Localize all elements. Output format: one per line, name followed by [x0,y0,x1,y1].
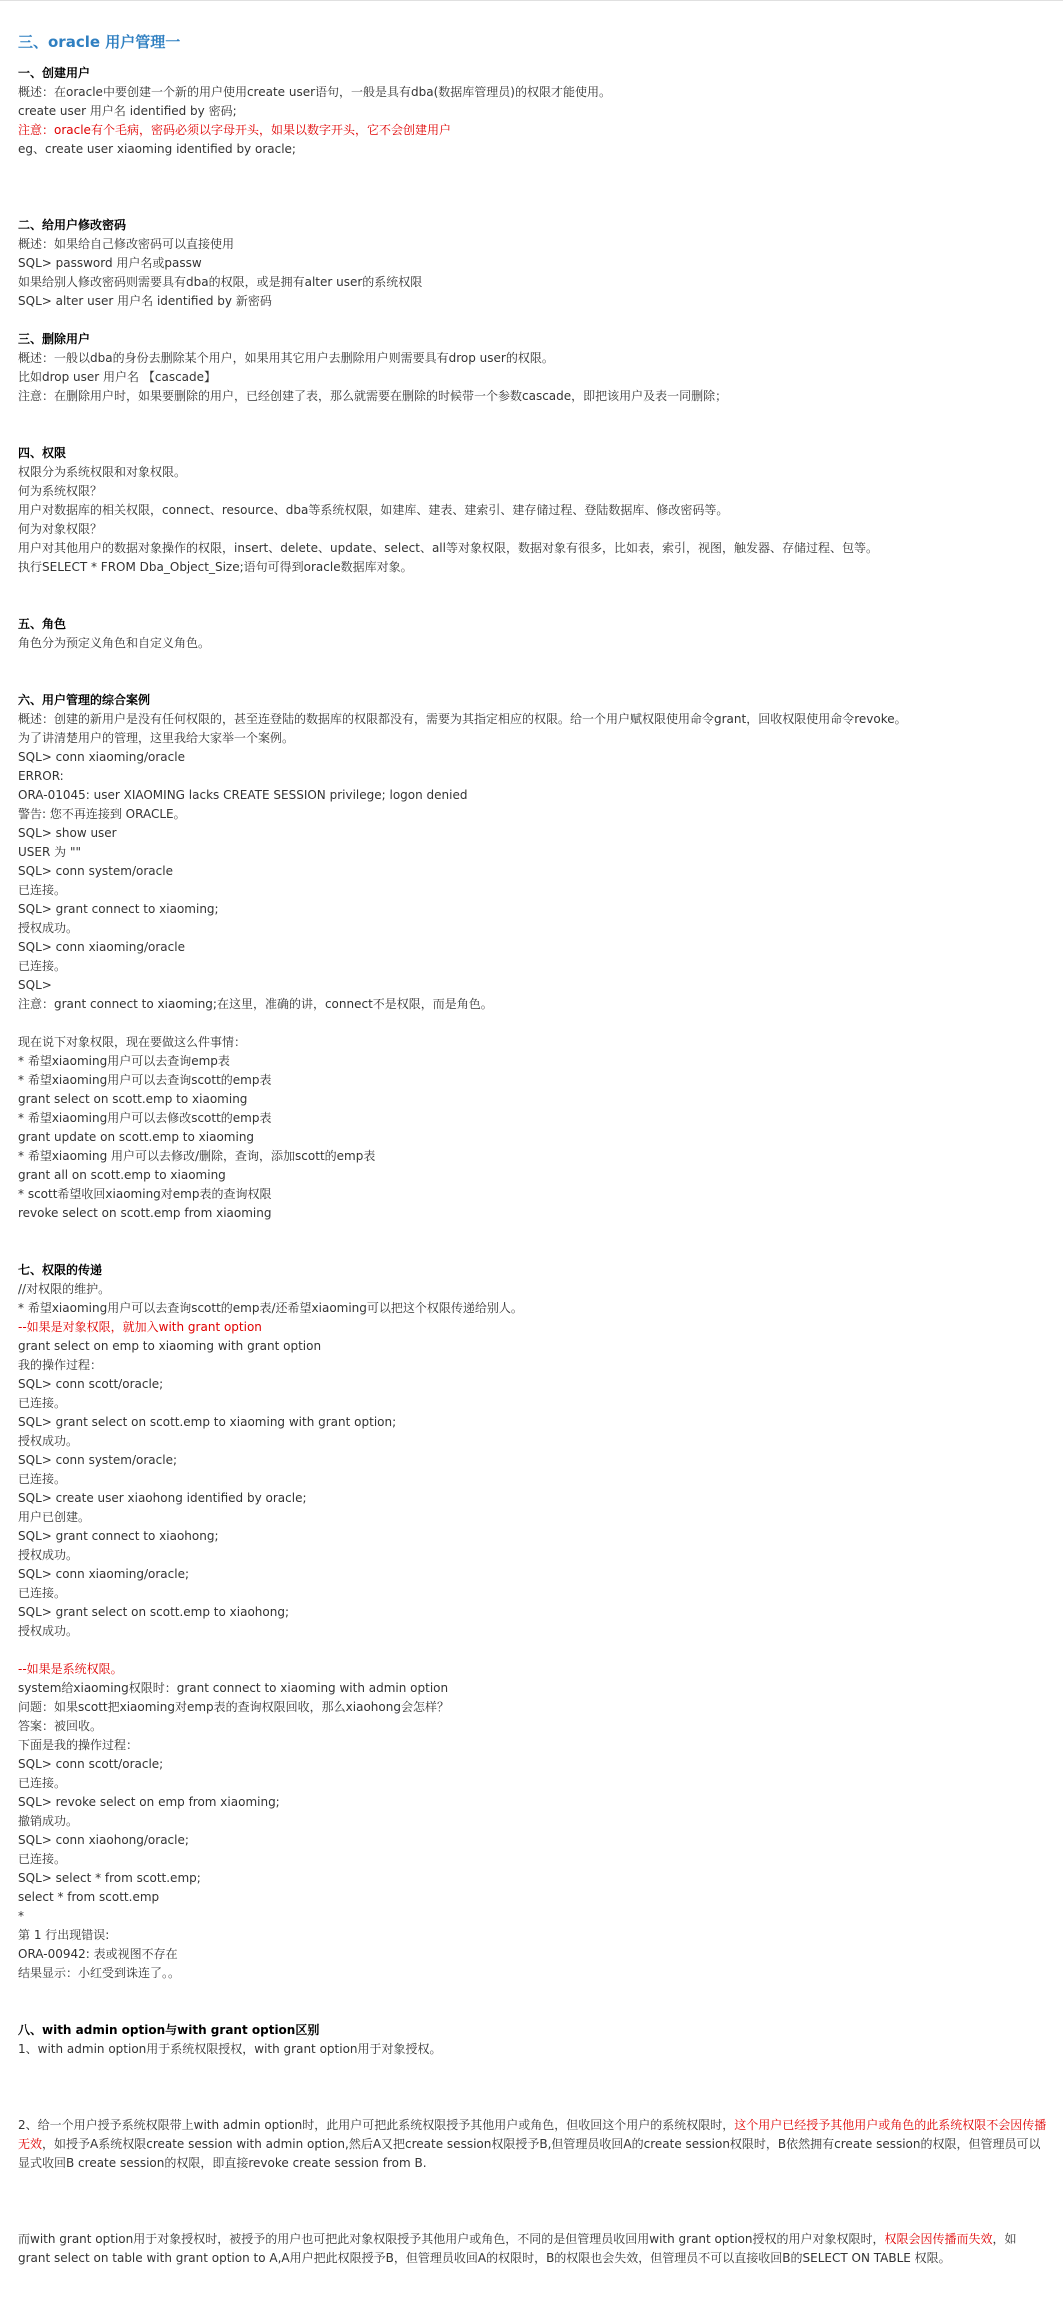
text-line: * 希望xiaoming用户可以去查询scott的emp表/还希望xiaoming可以把这个权限传递给别人。 [18,1301,523,1315]
section-privilege-grant [18,1261,1048,1983]
section-heading: 五、角色 [18,617,67,631]
text-line: * 希望xiaoming用户可以去查询scott的emp表 [18,1073,272,1087]
text-line: 1、with admin option用于系统权限授权，with grant option用于对象授权。 [18,2042,442,2056]
text-line: 何为系统权限？ [18,484,103,498]
highlighted-text: 权限会因传播而失效 [884,2232,993,2246]
paragraph-text: ，如授予A系统权限create session with admin option,然后A又把create session权限授予B,但管理员收回A的create session权限时，B依然拥有create session的权限，但管理员可以显式收回B create session的权限，即直接revoke create session from B. [18,2137,1041,2170]
paragraph-text: ，如grant select on table with grant option to A,A用户把此权限授予B，但管理员收回A的权限时，B的权限也会失效，但管理员不可以直接收回B的SELECT ON TABLE 权限。 [18,2232,1017,2265]
paragraph-grant-option [18,2230,1048,2268]
text-line: 概述：如果给自己修改密码可以直接使用 [18,237,235,251]
text-line: 结果显示：小红受到诛连了。。 [18,1966,181,1980]
text-line: 比如drop user 用户名 【cascade】 [18,370,217,384]
text-line: 我的操作过程： [18,1358,103,1372]
code-line: ORA-00942: 表或视图不存在 [18,1947,178,1961]
text-line: 概述：在oracle中要创建一个新的用户使用create user语句，一般是具有dba(数据库管理员)的权限才能使用。 [18,85,611,99]
text-line: SQL> password 用户名或passw [18,256,202,270]
section-heading: 一、创建用户 [18,66,91,80]
code-line: SQL> conn xiaohong/oracle; [18,1833,189,1847]
code-line: 撤销成功。 [18,1814,79,1828]
text-line: SQL> alter user 用户名 identified by 新密码 [18,294,272,308]
text-line: 现在说下对象权限，现在要做这么件事情： [18,1035,247,1049]
text-line: 执行SELECT * FROM Dba_Object_Size;语句可得到oracle数据库对象。 [18,560,413,574]
code-line: SQL> grant connect to xiaoming; [18,902,219,916]
text-line: * 希望xiaoming用户可以去查询emp表 [18,1054,230,1068]
code-line: grant all on scott.emp to xiaoming [18,1168,226,1182]
code-line: SQL> revoke select on emp from xiaoming; [18,1795,280,1809]
text-line: 注意：在删除用户时，如果要删除的用户，已经创建了表，那么就需要在删除的时候带一个参数cascade，即把该用户及表一同删除； [18,389,728,403]
code-line: SQL> conn xiaoming/oracle; [18,1567,189,1581]
highlighted-text: 这个用户已经授予其他用户或角色的此系统权限不会因传播无效 [18,2118,1047,2151]
code-line: 用户已创建。 [18,1510,91,1524]
text-line: 用户对数据库的相关权限，connect、resource、dba等系统权限，如建库、建表、建索引、建存储过程、登陆数据库、修改密码等。 [18,503,729,517]
section-heading: 八、with admin option与with grant option区别 [18,2023,320,2037]
code-line: SQL> conn xiaoming/oracle [18,940,185,954]
code-line: SQL> create user xiaohong identified by oracle; [18,1491,307,1505]
code-line: SQL> conn xiaoming/oracle [18,750,185,764]
code-line: 授权成功。 [18,1624,79,1638]
text-line: 如果给别人修改密码则需要具有dba的权限，或是拥有alter user的系统权限 [18,275,423,289]
section-heading: 二、给用户修改密码 [18,218,127,232]
code-line: SQL> conn system/oracle [18,864,173,878]
code-line: 授权成功。 [18,1434,79,1448]
section-user-case [18,691,1048,1223]
warning-line: 注意：oracle有个毛病，密码必须以字母开头，如果以数字开头，它不会创建用户 [18,123,451,137]
paragraph-text: 而with grant option用于对象授权时，被授予的用户也可把此对象权限授予其他用户或角色，不同的是但管理员收回用with grant option授权的用户对象权限时， [18,2232,885,2246]
example-line: eg、create user xiaoming identified by oracle; [18,142,296,156]
text-line: * 希望xiaoming用户可以去修改scott的emp表 [18,1111,272,1125]
code-line: ORA-01045: user XIAOMING lacks CREATE SESSION privilege; logon denied [18,788,468,802]
code-line: 已连接。 [18,1776,67,1790]
section-roles [18,615,1048,653]
code-line: SQL> show user [18,826,117,840]
code-line: SQL> conn scott/oracle; [18,1757,164,1771]
code-line: 授权成功。 [18,1548,79,1562]
code-line: revoke select on scott.emp from xiaoming [18,1206,272,1220]
code-line: SQL> [18,978,52,992]
code-line: SQL> conn scott/oracle; [18,1377,164,1391]
code-line: SQL> grant select on scott.emp to xiaohong; [18,1605,290,1619]
code-line: 已连接。 [18,959,67,973]
code-line: 授权成功。 [18,921,79,935]
text-line: 答案：被回收。 [18,1719,103,1733]
section-admin-vs-grant-option [18,2021,1048,2268]
section-change-password [18,216,1048,311]
text-line: 为了讲清楚用户的管理，这里我给大家举一个案例。 [18,731,295,745]
code-line: 已连接。 [18,1852,67,1866]
text-line: 角色分为预定义角色和自定义角色。 [18,636,211,650]
section-privileges [18,444,1048,577]
text-line: system给xiaoming权限时：grant connect to xiaoming with admin option [18,1681,449,1695]
code-line: grant select on scott.emp to xiaoming [18,1092,248,1106]
code-line: 已连接。 [18,1586,67,1600]
code-line: 第 1 行出现错误: [18,1928,110,1942]
code-line: SQL> conn system/oracle; [18,1453,177,1467]
code-line: 已连接。 [18,883,67,897]
text-line: create user 用户名 identified by 密码; [18,104,237,118]
text-line: 概述：创建的新用户是没有任何权限的，甚至连登陆的数据库的权限都没有，需要为其指定相应的权限。给一个用户赋权限使用命令grant，回收权限使用命令revoke。 [18,712,907,726]
section-heading: 六、用户管理的综合案例 [18,693,151,707]
warning-line: --如果是对象权限，就加入with grant option [18,1320,262,1334]
code-line: ERROR: [18,769,64,783]
code-line: grant update on scott.emp to xiaoming [18,1130,255,1144]
code-line: USER 为 "" [18,845,81,859]
page-title: 三、oracle 用户管理一 [18,33,181,51]
code-line: 已连接。 [18,1472,67,1486]
text-line: 用户对其他用户的数据对象操作的权限，insert、delete、update、select、all等对象权限，数据对象有很多，比如表，索引，视图，触发器、存储过程、包等。 [18,541,878,555]
code-line: select * from scott.emp [18,1890,160,1904]
paragraph-admin-option [18,2116,1048,2173]
text-line: 下面是我的操作过程： [18,1738,139,1752]
text-line: //对权限的维护。 [18,1282,111,1296]
code-line: SQL> grant select on scott.emp to xiaoming with grant option; [18,1415,397,1429]
code-line: 警告: 您不再连接到 ORACLE。 [18,807,186,821]
text-line: * scott希望收回xiaoming对emp表的查询权限 [18,1187,272,1201]
warning-line: --如果是系统权限。 [18,1662,123,1676]
text-line: 何为对象权限？ [18,522,103,536]
top-divider [0,0,1063,1]
section-heading: 七、权限的传递 [18,1263,103,1277]
section-heading: 四、权限 [18,446,67,460]
section-drop-user [18,330,1048,406]
text-line: 概述：一般以dba的身份去删除某个用户，如果用其它用户去删除用户则需要具有drop user的权限。 [18,351,554,365]
text-line: 权限分为系统权限和对象权限。 [18,465,187,479]
text-line: 问题：如果scott把xiaoming对emp表的查询权限回收，那么xiaohong会怎样？ [18,1700,449,1714]
text-line: * 希望xiaoming 用户可以去修改/删除，查询，添加scott的emp表 [18,1149,376,1163]
section-heading: 三、删除用户 [18,332,91,346]
article-body [18,30,1048,2268]
paragraph-text: 2、给一个用户授予系统权限带上with admin option时，此用户可把此系统权限授予其他用户或角色，但收回这个用户的系统权限时， [18,2118,735,2132]
code-line: * [18,1909,24,1923]
code-line: SQL> grant connect to xiaohong; [18,1529,219,1543]
code-line: SQL> select * from scott.emp; [18,1871,201,1885]
code-line: 已连接。 [18,1396,67,1410]
section-create-user [18,64,1048,159]
code-line: grant select on emp to xiaoming with grant option [18,1339,322,1353]
text-line: 注意：grant connect to xiaoming;在这里，准确的讲，connect不是权限，而是角色。 [18,997,493,1011]
